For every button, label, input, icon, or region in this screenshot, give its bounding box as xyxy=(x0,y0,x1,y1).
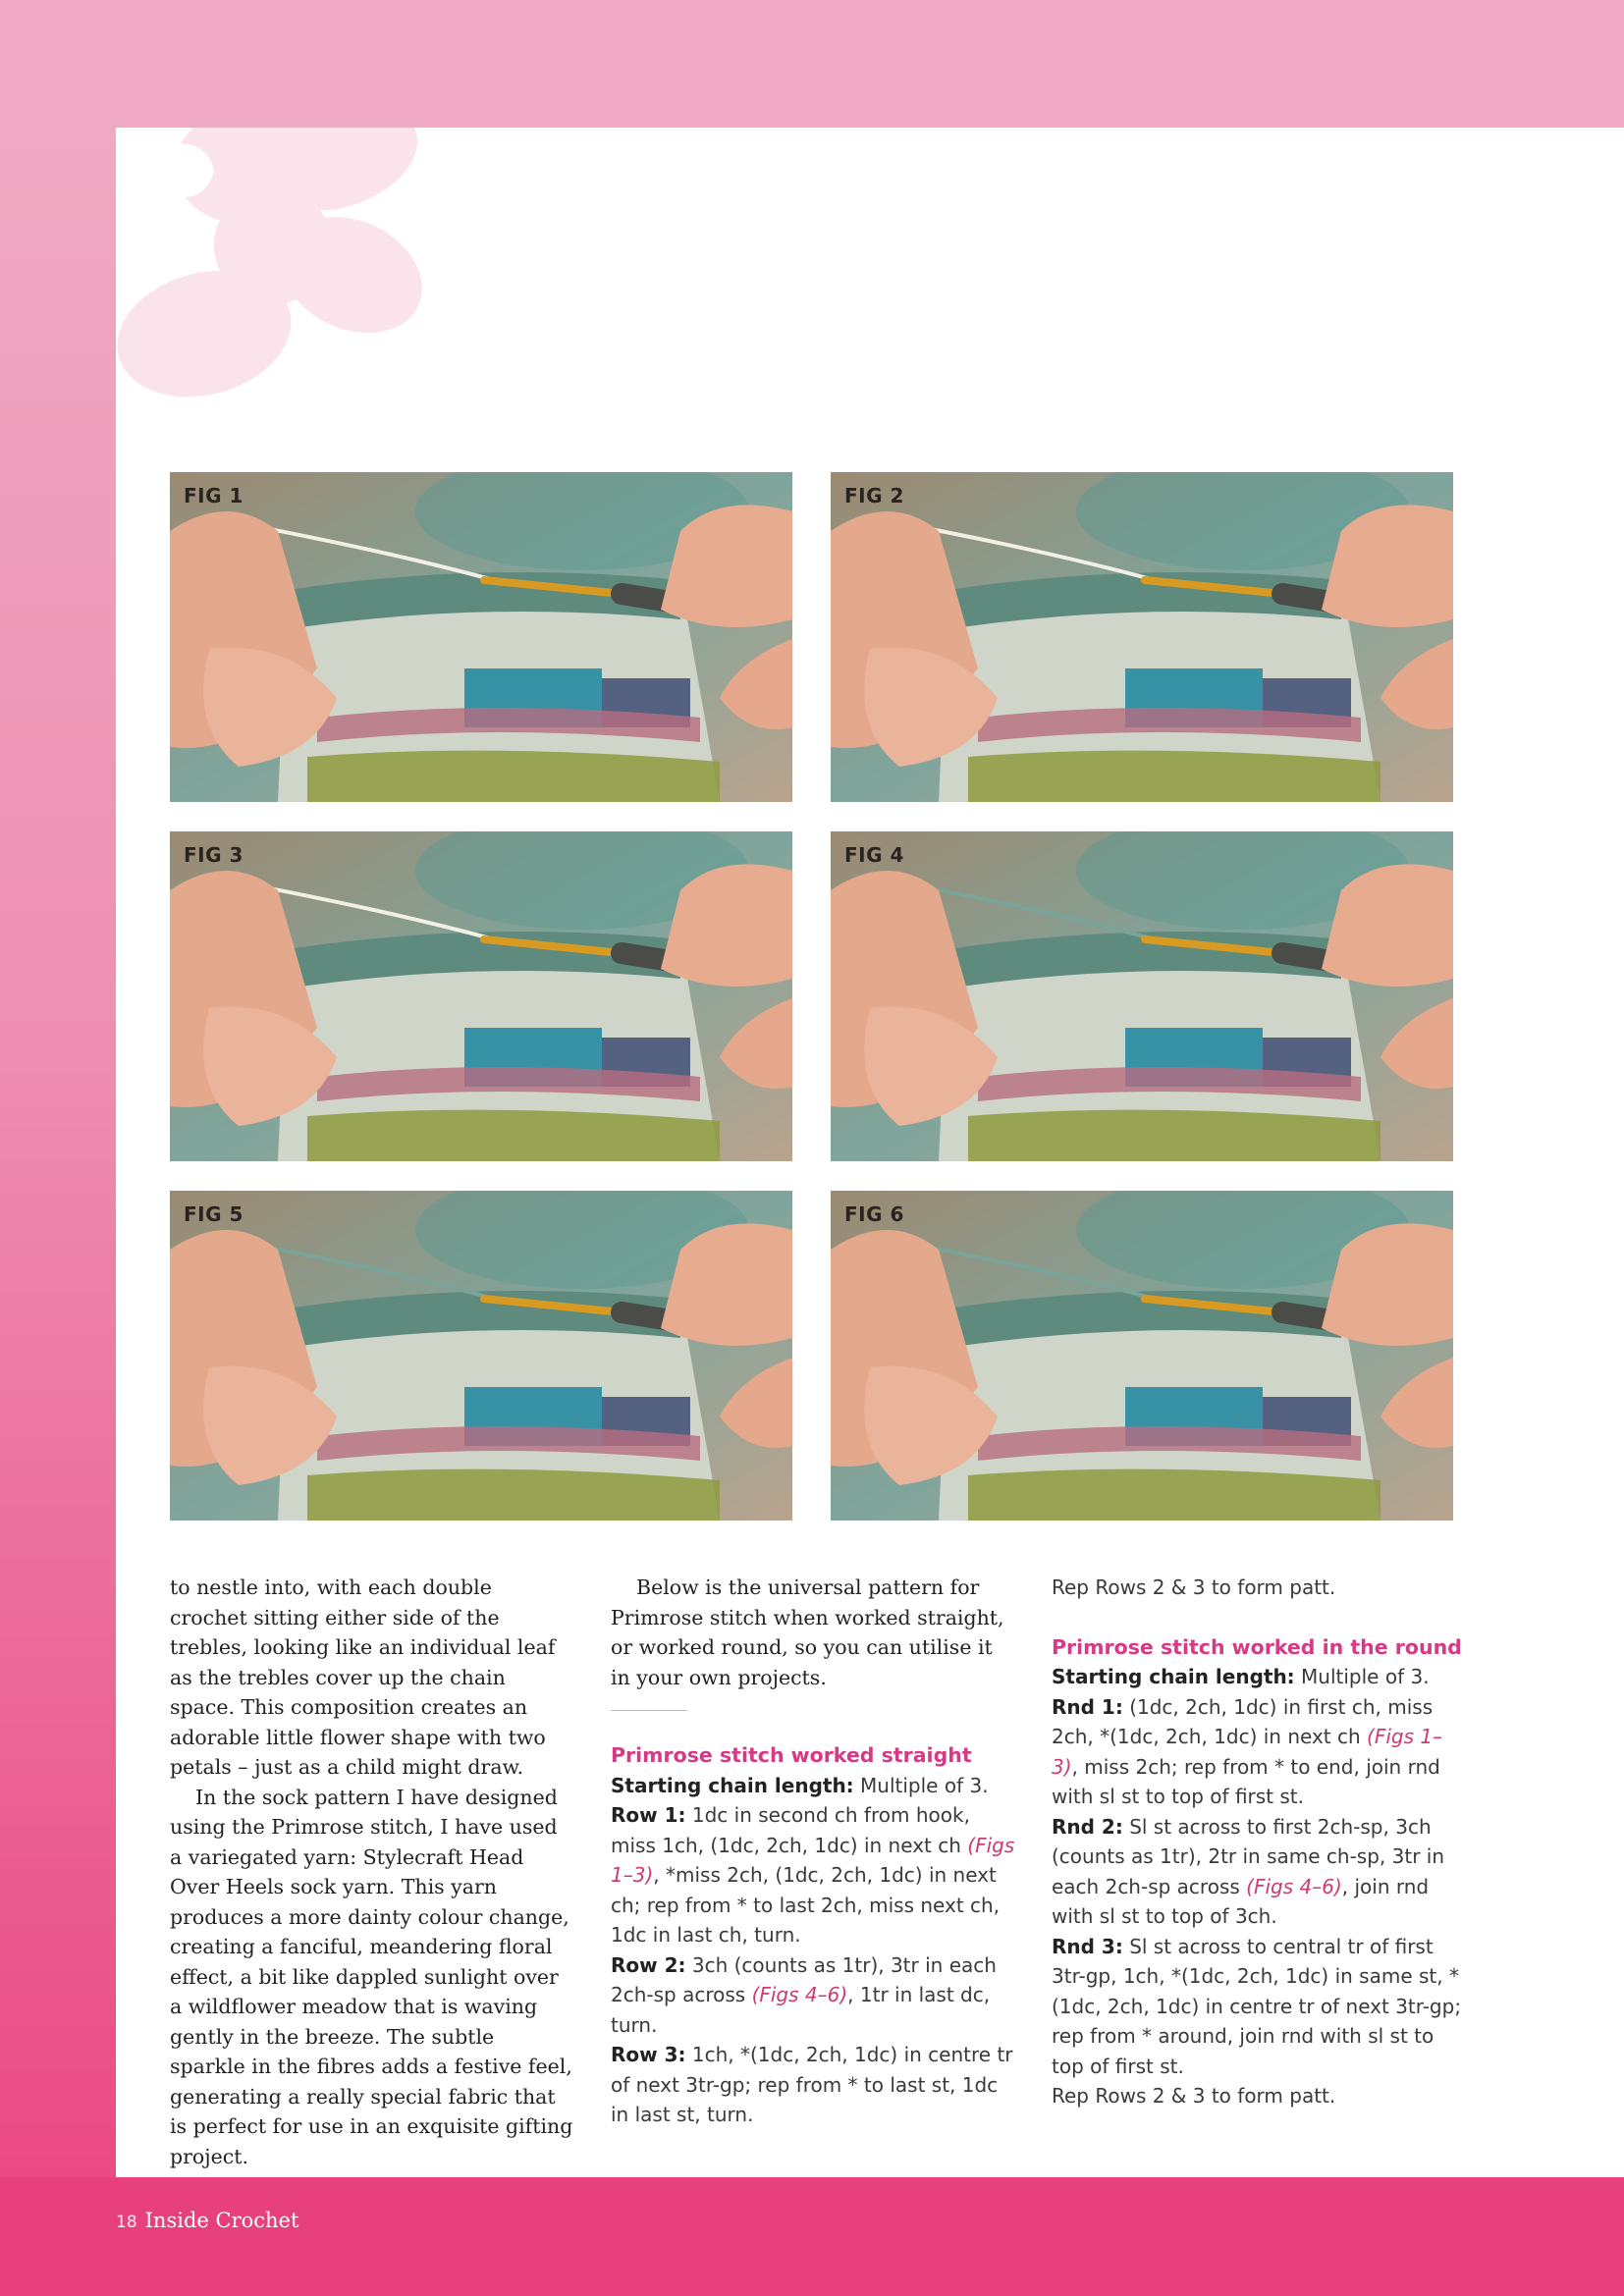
bottom-color-band xyxy=(0,2177,1624,2296)
crochet-photo-illustration xyxy=(170,831,792,1161)
figure-photo xyxy=(170,831,792,1161)
figure-photo xyxy=(831,831,1453,1161)
figure-label: FIG 6 xyxy=(844,1202,904,1226)
intro-paragraph: Below is the universal pattern for Primrose stitch when worked straight, or worked round, so you can utilise it in your own projects. xyxy=(611,1575,1004,1689)
figure-photo xyxy=(831,1191,1453,1521)
instruction-round-3: Rnd 3: Sl st across to central tr of first 3tr-gp, 1ch, *(1dc, 2ch, 1dc) in same st, *(1dc, 2ch, 1dc) in centre tr of next 3tr-gp; rep from * around, join rnd with sl st to top of first st. xyxy=(1052,1934,1462,2078)
figure-photo xyxy=(170,472,792,802)
figure-reference: (Figs 1–3) xyxy=(611,1833,1015,1887)
figure-reference: (Figs 1–3) xyxy=(1052,1725,1443,1779)
page-number: 18 xyxy=(116,2213,137,2232)
figure-label: FIG 5 xyxy=(184,1202,244,1226)
top-color-band xyxy=(0,0,1624,128)
instruction-round-1: Rnd 1: (1dc, 2ch, 1dc) in first ch, miss 2ch, *(1dc, 2ch, 1dc) in next ch (Figs 1–3), miss 2ch; rep from * to end, join rnd with sl st to top of first st. xyxy=(1052,1694,1443,1808)
instruction-start: Starting chain length: Multiple of 3. xyxy=(611,1773,989,1797)
figure-photo xyxy=(831,472,1453,802)
crochet-photo-illustration xyxy=(831,472,1453,802)
figure-label: FIG 3 xyxy=(184,843,244,867)
figure-label: FIG 2 xyxy=(844,484,904,507)
repeat-note: Rep Rows 2 & 3 to form patt. xyxy=(1052,2084,1336,2108)
body-paragraph: In the sock pattern I have designed using the Primrose stitch, I have used a variegated yarn: Stylecraft Head Over Heels sock yarn. This yarn produces a more dainty colour change, creating a fanciful, meandering floral effect, a bit like dappled sunlight over a wildflower meadow that is waving gently in the breeze. The subtle sparkle in the fibres adds a festive feel, generating a really special fabric that is perfect for use in an exquisite gifting project. xyxy=(170,1785,573,2168)
crochet-photo-illustration xyxy=(831,831,1453,1161)
text-column-2 xyxy=(611,1573,1017,2130)
page-footer xyxy=(116,2209,298,2232)
repeat-note: Rep Rows 2 & 3 to form patt. xyxy=(1052,1575,1336,1599)
text-column-1 xyxy=(170,1573,574,2171)
section-heading: Primrose stitch worked in the round xyxy=(1052,1634,1462,1659)
figure-photo xyxy=(170,1191,792,1521)
magazine-name: Inside Crochet xyxy=(144,2209,299,2232)
section-heading: Primrose stitch worked straight xyxy=(611,1743,972,1767)
instruction-row-3: Row 3: 1ch, *(1dc, 2ch, 1dc) in centre tr of next 3tr-gp; rep from * to last st, 1dc in last st, turn. xyxy=(611,2043,1013,2126)
instruction-round-2: Rnd 2: Sl st across to first 2ch-sp, 3ch (counts as 1tr), 2tr in same ch-sp, 3tr in each 2ch-sp across (Figs 4–6), join rnd with sl st to top of 3ch. xyxy=(1052,1814,1444,1928)
crochet-photo-illustration xyxy=(170,472,792,802)
instruction-row-2: Row 2: 3ch (counts as 1tr), 3tr in each 2ch-sp across (Figs 4–6), 1tr in last dc, turn. xyxy=(611,1952,997,2037)
instruction-row-1: Row 1: 1dc in second ch from hook, miss 1ch, (1dc, 2ch, 1dc) in next ch (Figs 1–3), *miss 2ch, (1dc, 2ch, 1dc) in next ch; rep from * to last 2ch, miss next ch, 1dc in last ch, turn. xyxy=(611,1803,1015,1947)
crochet-photo-illustration xyxy=(170,1191,792,1521)
figure-reference: (Figs 4–6) xyxy=(751,1983,848,2006)
text-column-3 xyxy=(1052,1573,1464,2111)
figure-label: FIG 4 xyxy=(844,843,904,867)
crochet-photo-illustration xyxy=(831,1191,1453,1521)
body-paragraph: to nestle into, with each double crochet sitting either side of the trebles, looking like an individual leaf as the trebles cover up the chain space. This composition creates an adorable little flower shape with two petals – just as a child might draw. xyxy=(170,1575,556,1779)
instruction-start: Starting chain length: Multiple of 3. xyxy=(1052,1665,1430,1688)
flower-decoration-icon xyxy=(116,128,450,422)
figure-reference: (Figs 4–6) xyxy=(1246,1874,1342,1898)
figure-label: FIG 1 xyxy=(184,484,244,507)
divider xyxy=(611,1710,687,1711)
